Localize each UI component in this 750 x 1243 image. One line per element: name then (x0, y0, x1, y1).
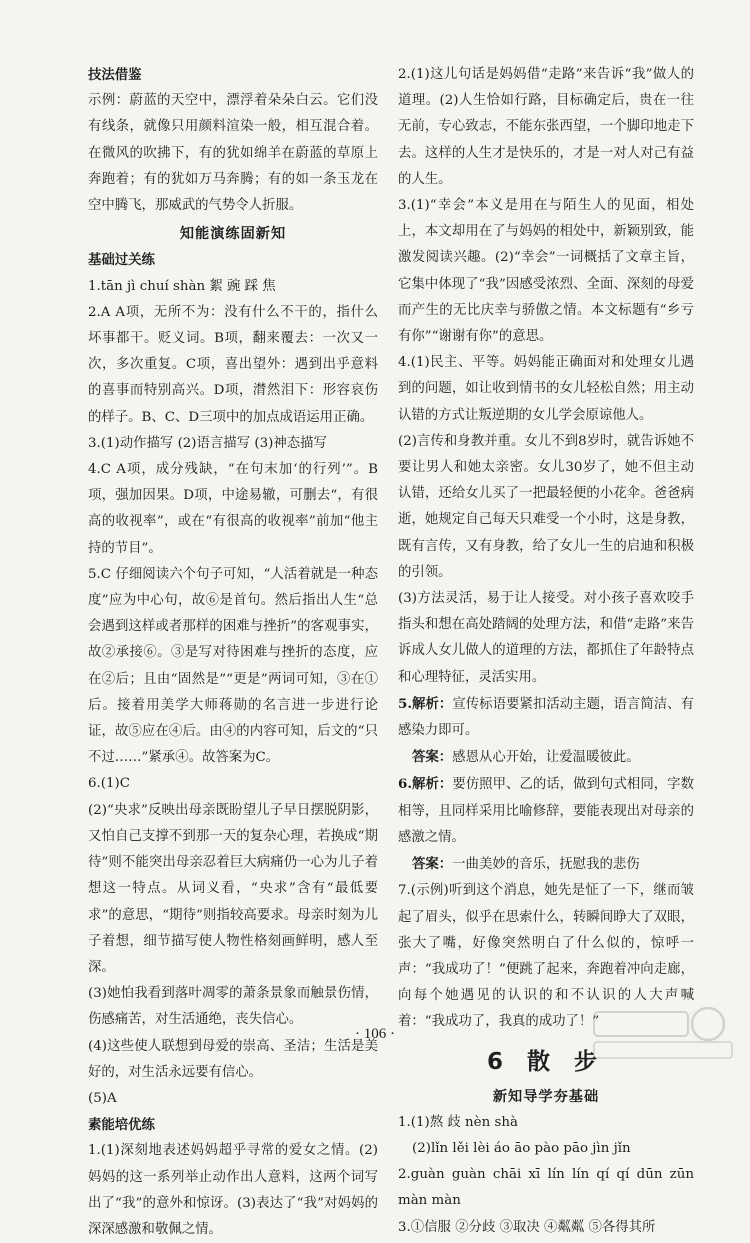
section-subheading: 素能培优练 (88, 1117, 155, 1134)
answer-text: 宣传标语要紧扣活动主题，语言简洁、有感染力即可。 (398, 696, 695, 739)
answer-paragraph: 2.guàn guàn chāi xī lín lín qí qí dūn zūn màn màn (398, 1167, 694, 1209)
answer-paragraph (398, 851, 694, 878)
answer-paragraph: 3.(1)动作描写 (2)语言描写 (3)神态描写 (88, 435, 327, 451)
answer-paragraph: (3)方法灵活，易于让人接受。对小孩子喜欢咬手指头和想在高处踏阔的处理方法，和借“走路”来告诉成人女儿做人的道理的方法，都抓住了年龄特点和心理特征，灵活实用。 (398, 591, 694, 685)
answer-paragraph: 4.C A项，成分残缺，“在句末加‘的行列’”。B项，强加因果。D项，中途易辙，可删去“，有很高的收视率”，或在“有很高的收视率”前加“他主持的节目”。 (88, 462, 378, 556)
section-subheading: 基础过关练 (88, 252, 155, 269)
answer-text: 感恩从心开始，让爱温暖彼此。 (452, 750, 640, 766)
answer-text: 要仿照甲、乙的话，做到句式相同，字数相等，且同样采用比喻修辞，要能表现出对母亲的感激之情。 (398, 777, 695, 845)
answer-paragraph: 4.(1)民主、平等。妈妈能正确面对和处理女儿遇到的问题，如让收到情书的女儿轻松自然；用主动认错的方式让叛逆期的女儿学会原谅他人。 (398, 355, 694, 423)
answer-paragraph: 2.A A项，无所不为：没有什么不干的，指什么坏事都干。贬义词。B项，翻来覆去：一次又一次，多次重复。C项，喜出望外：遇到出乎意料的喜事而特别高兴。D项，潸然泪下：形容哀伤的样子。B、C、D三项中的加点成语运用正确。 (88, 304, 378, 425)
watermark-logo (588, 1002, 738, 1064)
answer-paragraph (398, 744, 694, 771)
answer-paragraph: 1.(1)熬 歧 nèn shà (398, 1114, 518, 1130)
answer-label: 答案： (412, 856, 453, 873)
answer-text: 一曲美妙的音乐，抚慰我的悲伤 (452, 857, 640, 873)
section-heading: 新知导学夯基础 (492, 1088, 600, 1105)
answer-paragraph: 3.①信服 ②分歧 ③取决 ④粼粼 ⑤各得其所 (398, 1219, 656, 1235)
answer-label: 5.解析： (398, 695, 453, 712)
answer-paragraph: (2)“央求”反映出母亲既盼望儿子早日摆脱阴影，又怕自己支撑不到那一天的复杂心理，若换成“期待”则不能突出母亲忍着巨大病痛仍一心为儿子着想这一特点。从词义看，“央求”含有“最低要求”的意思，“期待”则指较高要求。母亲时刻为儿子着想，细节描写使人物性格刻画鲜明，感人至深。 (88, 802, 378, 975)
answer-paragraph: 示例：蔚蓝的天空中，漂浮着朵朵白云。它们没有线条，就像只用颜料渲染一般，相互混合着。在微风的吹拂下，有的犹如绵羊在蔚蓝的草原上奔跑着；有的犹如万马奔腾；有的如一条玉龙在空中腾飞，那威武的气势令人折服。 (88, 93, 378, 214)
answer-paragraph: (2)lǐn lěi lèi áo āo pào pāo jìn jǐn (412, 1140, 631, 1156)
answer-label: 答案： (412, 749, 453, 766)
section-subheading: 技法借鉴 (88, 67, 142, 83)
answer-paragraph: 1.tān jì chuí shàn 絮 豌 踩 焦 (88, 278, 276, 294)
answer-paragraph: (4)这些使人联想到母爱的崇高、圣洁；生活是美好的，对生活永远要有信心。 (88, 1038, 378, 1080)
answer-paragraph: 2.(1)这儿句话是妈妈借“走路”来告诉“我”做人的道理。(2)人生恰如行路，目标确定后，贵在一往无前，专心致志，不能东张西望，一个脚印地走下去。这样的人生才是快乐的，才是一对人对己有益的人生。 (398, 67, 694, 187)
answer-paragraph: (3)她怕我看到落叶凋零的萧条景象而触景伤情，伤感痛苦，对生活通绝，丧失信心。 (88, 986, 378, 1028)
answer-paragraph: (2)言传和身教并重。女儿不到8岁时，就告诉她不要让男人和她太亲密。女儿30岁了，她不但主动认错，还给女儿买了一把最轻便的小花伞。爸爸病逝，她规定自己每天只难受一个小时，这是身教，既有言传，又有身教，给了女儿一生的启迪和积极的引领。 (398, 433, 694, 580)
lesson-title: 6 散 步 (486, 1048, 606, 1075)
section-heading: 知能演练固新知 (179, 226, 287, 243)
answer-paragraph: 7.(示例)听到这个消息，她先是怔了一下，继而皱起了眉头，似乎在思索什么，转瞬间睁大了双眼，张大了嘴，好像突然明白了什么似的，惊呼一声：“我成功了！”便跳了起来，奔跑着冲向走廊，向每个她遇见的认识的和不认识的人大声喊着：“我成功了，我真的成功了！” (398, 883, 694, 1030)
answer-paragraph (398, 691, 694, 744)
answer-paragraph: 6.(1)C (88, 776, 130, 792)
left-column (88, 62, 378, 1243)
answer-paragraph: 1.(1)深刻地表述妈妈超乎寻常的爱女之情。(2)妈妈的这一系列举止动作出人意料，这两个词写出了“我”的意外和惊讶。(3)表达了“我”对妈妈的深深感激和敬佩之情。 (88, 1143, 378, 1237)
answer-paragraph: (5)A (88, 1090, 117, 1106)
answer-paragraph: 3.(1)“幸会”本义是用在与陌生人的见面，相处上，本文却用在了与妈妈的相处中，新颖别致，能激发阅读兴趣。(2)“幸会”一词概括了文章主旨，它集中体现了“我”因感受浓烈、全面、深刻的母爱而产生的无比庆幸与骄傲之情。本文标题有“乡亏有你”“谢谢有你”的意思。 (398, 198, 694, 345)
page-number: · 106 · (355, 1026, 395, 1042)
answer-label: 6.解析： (398, 776, 453, 793)
answer-paragraph: 5.C 仔细阅读六个句子可知，“人活着就是一种态度”应为中心句，故⑥是首句。然后指出人生“总会遇到这样或者那样的困难与挫折”的客观事实，故②承接⑥。③是写对待困难与挫折的态度，应在②后；且由“固然是”“更是”两词可知，③在①后。接着用美学大师蒋勋的名言进一步进行论证，故⑤应在④后。由④的内容可知，后文的“只不过……”紧承④。故答案为C。 (88, 566, 378, 766)
answer-paragraph (398, 771, 694, 851)
